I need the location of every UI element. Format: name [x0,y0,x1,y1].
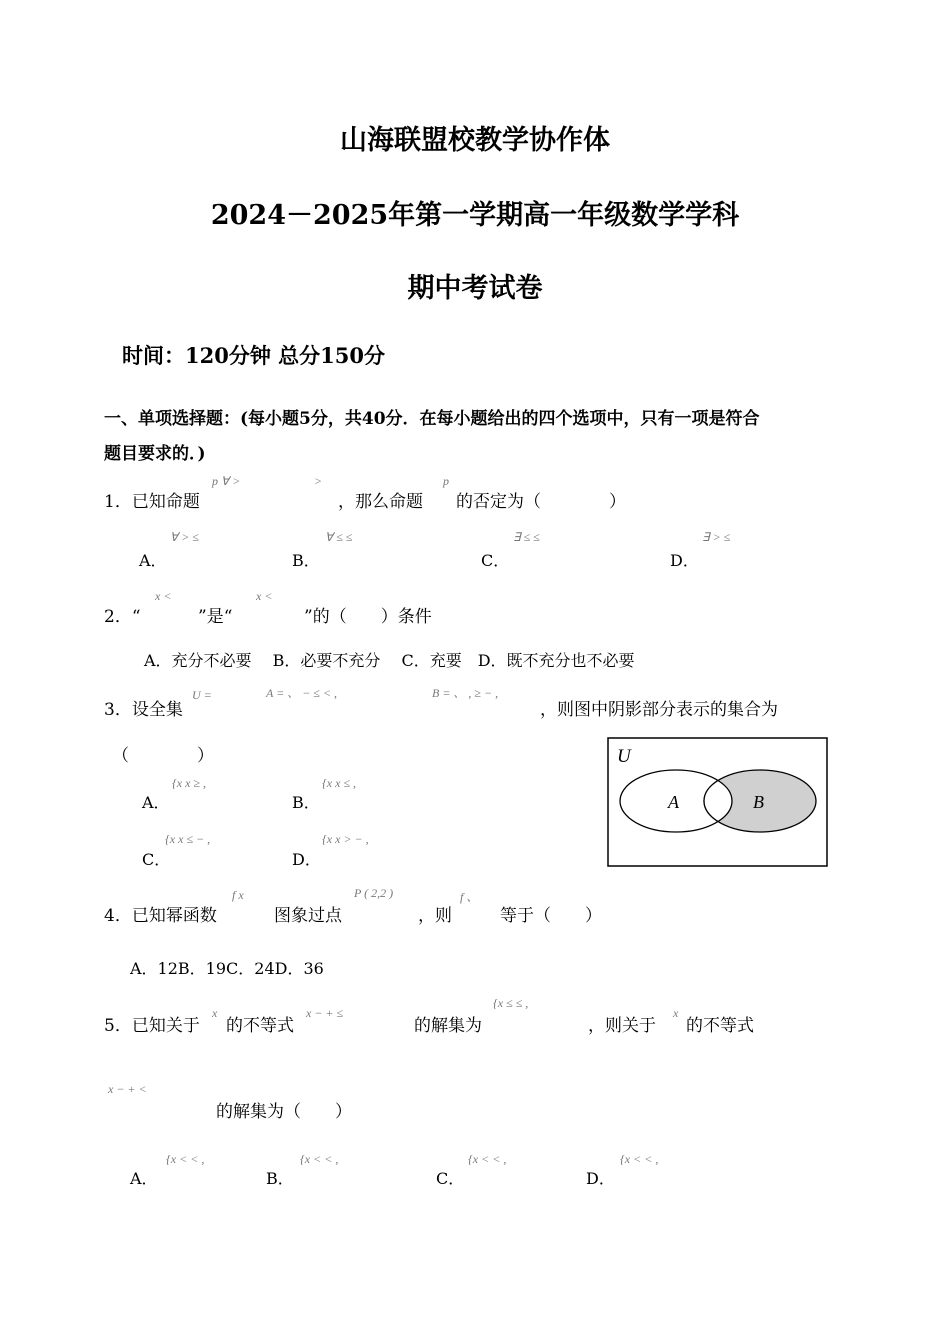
q5-math-3: {x ≤ ≤ , [493,996,529,1010]
q5-option-b-label: B． [266,1169,294,1188]
q5-stem-post: 的不等式 [686,1016,754,1036]
q1-stem-pre: 1．已知命题 [104,492,200,512]
q5-stem-pre: 5．已知关于 [104,1016,200,1036]
q1-option-c-label: C． [481,551,510,570]
q5-option-b-math: {x < < , [300,1152,339,1166]
q5-option-c-math: {x < < , [468,1152,507,1166]
q2-math-2: x < [256,589,273,603]
q3-option-c-math: {x x ≤ − , [165,832,211,846]
q1-stem-post: 的否定为（ ） [456,492,626,512]
q3-option-d-math: {x x > − , [322,832,369,846]
q1-stem-mid: ，那么命题 [338,492,423,512]
q5-math-5: x − + < [108,1082,147,1096]
q2-stem-mid: ”是“ [198,607,233,627]
q1-option-a-math: ∀ > ≤ [170,530,199,544]
q4-stem-post: 等于（ ） [500,906,602,926]
q1-option-d-math: ∃ > ≤ [702,530,731,544]
q5-math-2: x − + ≤ [306,1006,344,1020]
q3-stem-pre: 3．设全集 [104,700,183,720]
q5-stem-mid2: 的解集为 [414,1016,482,1036]
q3-math-a: A = 、 − ≤ < , [266,686,337,700]
q2-stem-pre: 2．“ [104,607,141,627]
q5-stem-line2: 的解集为（ ） [216,1102,352,1122]
venn-label-a: A [668,792,679,812]
q1-math-1: p ∀ > [212,474,241,488]
q1-math-3: p [443,474,449,488]
q1-math-2: > [314,474,323,488]
q5-option-d-math: {x < < , [620,1152,659,1166]
q5-math-1: x [212,1006,218,1020]
q1-option-b-label: B． [292,551,320,570]
q5-math-4: x [673,1006,679,1020]
q3-option-d-label: D． [292,850,321,869]
q1-option-c-math: ∃ ≤ ≤ [513,530,540,544]
q4-math-3: f 、 [460,890,479,904]
section-heading-line2: 题目要求的．) [104,444,206,464]
q4-math-2: P ( 2,2 ) [354,886,394,900]
q5-stem-mid3: ，则关于 [588,1016,656,1036]
q3-math-b: B = 、 , ≥ − , [432,686,499,700]
q2-stem-post: ”的（ ）条件 [304,607,432,627]
q3-math-u: U = [192,688,212,702]
q3-option-c-label: C． [142,850,171,869]
q4-stem-mid2: ，则 [418,906,452,926]
q3-answer-paren: （ ） [112,746,214,766]
exam-title: 期中考试卷 [407,273,543,304]
q1-option-a-label: A． [139,551,167,570]
section-heading-line1: 一、单项选择题：(每小题5分，共40分．在每小题给出的四个选项中，只有一项是符合 [104,409,760,429]
q4-math-1: f x [232,888,244,902]
q3-option-a-label: A． [142,793,170,812]
q4-options: A．12B．19C．24D．36 [130,959,324,978]
q5-option-a-math: {x < < , [166,1152,205,1166]
q5-option-a-label: A． [130,1169,158,1188]
term-title: 2024－2025年第一学期高一年级数学学科 [210,200,740,231]
q2-options: A．充分不必要 B．必要不充分 C．充要 D．既不充分也不必要 [144,651,635,670]
time-info: 时间：120分钟 总分150分 [122,343,385,368]
q3-option-a-math: {x x ≥ , [172,776,207,790]
venn-diagram [607,737,828,867]
q2-math-1: x < [155,589,172,603]
venn-label-u: U [617,746,631,767]
q5-option-c-label: C． [436,1169,465,1188]
venn-label-b: B [753,792,764,812]
school-title: 山海联盟校教学协作体 [340,125,610,156]
q3-stem-post: ，则图中阴影部分表示的集合为 [540,700,778,720]
q3-option-b-math: {x x ≤ , [322,776,357,790]
q5-stem-mid: 的不等式 [226,1016,294,1036]
q1-option-d-label: D． [670,551,699,570]
q3-option-b-label: B． [292,793,320,812]
q4-stem-mid: 图象过点 [274,906,342,926]
q1-option-b-math: ∀ ≤ ≤ [325,530,353,544]
q5-option-d-label: D． [586,1169,615,1188]
q4-stem-pre: 4．已知幂函数 [104,906,217,926]
